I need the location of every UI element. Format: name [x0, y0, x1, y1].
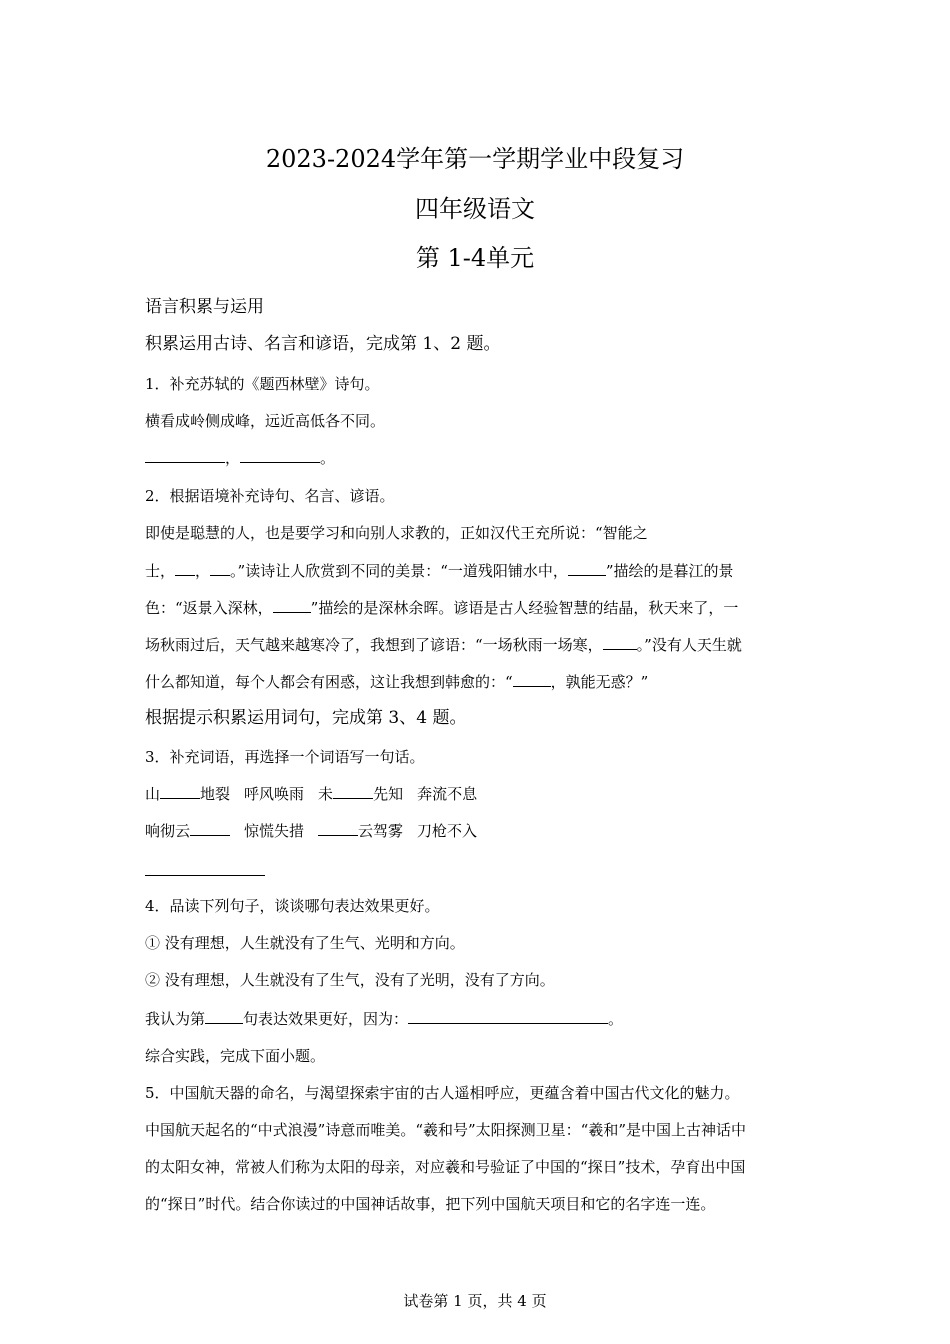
- answer-blank[interactable]: [205, 1009, 243, 1024]
- exam-unit: 第 1-4单元: [415, 244, 535, 272]
- answer-blank[interactable]: [568, 561, 606, 576]
- question-1-stem: 1．补充苏轼的《题西林壁》诗句。: [145, 375, 380, 393]
- question-3-words: 响彻云 惊慌失措 云驾雾 刀枪不入: [145, 822, 478, 840]
- question-2-text: 场秋雨过后，天气越来越寒冷了，我想到了谚语：“一场秋雨一场寒， 。”没有人天生就: [145, 636, 742, 654]
- question-2-stem: 2．根据语境补充诗句、名言、谚语。: [145, 487, 395, 505]
- question-1-given-line: 横看成岭侧成峰，远近高低各不同。: [145, 412, 386, 430]
- section-intro: 根据提示积累运用词句，完成第 3、4 题。: [145, 708, 467, 728]
- answer-blank[interactable]: [240, 448, 320, 463]
- answer-blank[interactable]: [145, 448, 225, 463]
- answer-blank[interactable]: [333, 784, 373, 799]
- answer-blank[interactable]: [603, 635, 637, 650]
- page-footer: 试卷第 1 页，共 4 页: [403, 1292, 547, 1310]
- sentence-answer-line[interactable]: [145, 875, 265, 876]
- section-intro: 积累运用古诗、名言和谚语，完成第 1、2 题。: [145, 334, 501, 354]
- exam-title: 2023-2024学年第一学期学业中段复习: [265, 145, 685, 173]
- question-5-text: 的“探日”时代。结合你读过的中国神话故事，把下列中国航天项目和它的名字连一连。: [145, 1195, 716, 1213]
- question-5-text: 的太阳女神，常被人们称为太阳的母亲，对应羲和号验证了中国的“探日”技术，孕育出中国: [145, 1158, 746, 1176]
- question-2-text: 士， ， 。”读诗让人欣赏到不同的美景：“一道残阳铺水中， ”描绘的是暮江的景: [145, 562, 734, 580]
- question-4-sentence-2: ② 没有理想，人生就没有了生气，没有了光明，没有了方向。: [145, 971, 555, 989]
- answer-blank[interactable]: [210, 561, 230, 576]
- question-4-answer-line: 我认为第 句表达效果更好，因为： 。: [145, 1010, 624, 1028]
- question-1-answer-line: ， 。: [145, 448, 810, 468]
- exam-grade-subject: 四年级语文: [415, 195, 535, 223]
- question-3-stem: 3．补充词语，再选择一个词语写一句话。: [145, 748, 425, 766]
- question-4-sentence-1: ① 没有理想，人生就没有了生气、光明和方向。: [145, 934, 465, 952]
- question-4-stem: 4．品读下列句子，谈谈哪句表达效果更好。: [145, 897, 440, 915]
- question-5-text: 中国航天起名的“中式浪漫”诗意而唯美。“羲和号”太阳探测卫星：“羲和”是中国上古神话中: [145, 1121, 747, 1139]
- question-2-text: 即使是聪慧的人，也是要学习和向别人求教的，正如汉代王充所说：“智能之: [145, 524, 648, 542]
- answer-blank[interactable]: [318, 821, 358, 836]
- question-2-text: 什么都知道，每个人都会有困惑，这让我想到韩愈的：“ ，孰能无惑？”: [145, 673, 649, 691]
- answer-blank[interactable]: [175, 561, 195, 576]
- answer-blank[interactable]: [408, 1009, 608, 1024]
- question-5-text: 5．中国航天器的命名，与渴望探索宇宙的古人遥相呼应，更蕴含着中国古代文化的魅力。: [145, 1084, 740, 1102]
- question-3-words: 山 地裂 呼风唤雨 未 先知 奔流不息: [145, 785, 478, 803]
- question-2-text: 色：“返景入深林， ”描绘的是深林余晖。谚语是古人经验智慧的结晶，秋天来了，一: [145, 599, 739, 617]
- answer-blank[interactable]: [273, 598, 311, 613]
- section-heading: 语言积累与运用: [145, 297, 264, 317]
- answer-blank[interactable]: [160, 784, 200, 799]
- answer-blank[interactable]: [190, 821, 230, 836]
- section-intro: 综合实践，完成下面小题。: [145, 1047, 326, 1065]
- answer-blank[interactable]: [513, 672, 551, 687]
